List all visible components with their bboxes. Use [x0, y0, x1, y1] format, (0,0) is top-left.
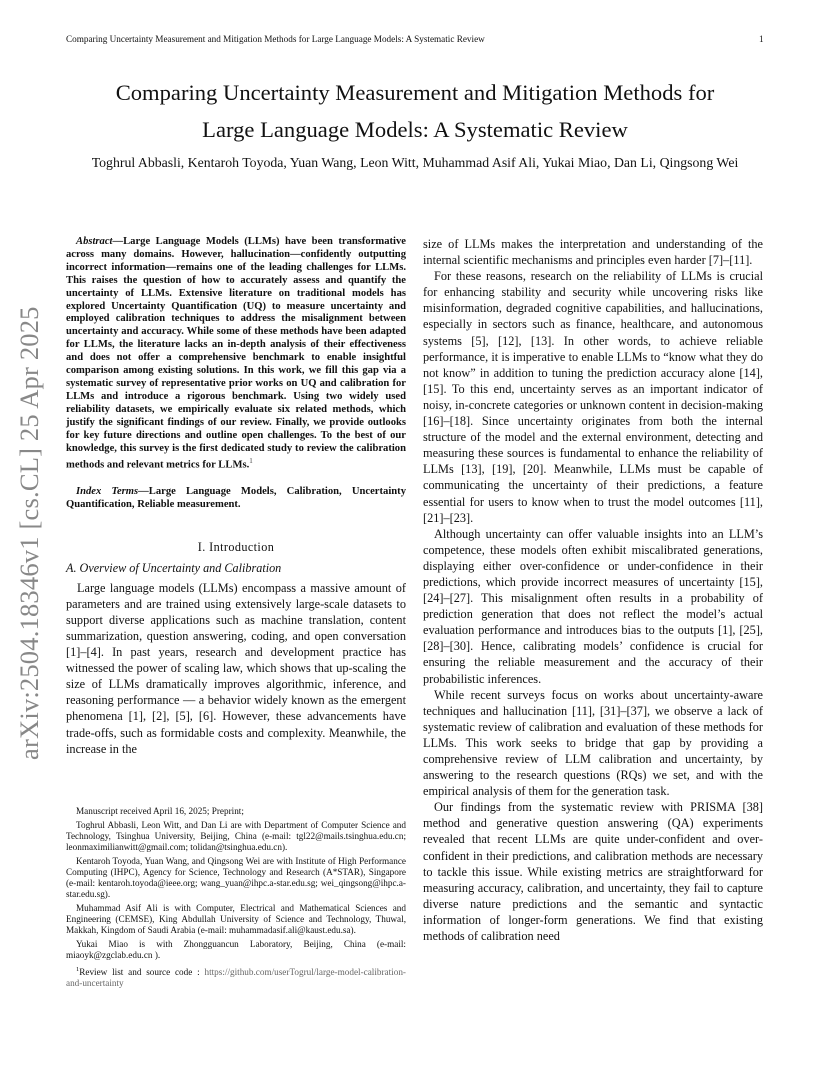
abstract-footnote-mark[interactable]: 1: [249, 457, 253, 466]
abstract-text: —Large Language Models (LLMs) have been transformative across many domains. However, hallucination—confidently outputting incorrect information—remains one of the leading challenges for LLMs. This raises the question of how to accurately assess and quantify the uncertainty of LLMs. Extensive literature on traditional models has explored Uncertainty Quantification (UQ) to measure uncertainty and employed calibration techniques to address the misalignment between uncertainty and accuracy. While some of these methods have been adapted for LLMs, the literature lacks an in-depth analysis of their effectiveness and does not offer a comprehensive benchmark to enable insightful comparison among existing solutions. In this work, we fill this gap via a systematic survey of representative prior works on UQ and calibration for LLMs and introduce a rigorous benchmark. Using two widely used reliability datasets, we empirically evaluate six related methods, which justify the significant findings of our review. Finally, we provide outlooks for key future directions and outline open challenges. To the best of our knowledge, this survey is the first dedicated study to review the calibration methods and relevant metrics for LLMs.: [66, 236, 406, 471]
subsection-heading-overview: A. Overview of Uncertainty and Calibration: [66, 560, 282, 575]
title-line-1: Comparing Uncertainty Measurement and Mitigation Methods for: [115, 80, 715, 105]
intro-paragraph-1: Large language models (LLMs) encompass a massive amount of parameters and are trained using extensively large-scale datasets to support diverse applications such as machine translation, content summarization, question answering, coding, and open conversation [1]–[4]. In past years, research and development practice has witnessed the power of scaling law, which shows that up-scaling the size of LLMs dramatically improves algorithmic, inference, and reasoning performance — a behavior widely known as the emergent phenomena [1], [2], [5], [6]. However, these advancements have trade-offs, such as formidable costs and complexity. Meanwhile, the increase in the: [66, 580, 406, 756]
abstract-label: Abstract: [76, 236, 113, 247]
footnote-code-mark: 1: [76, 966, 80, 973]
right-paragraph-surveys: While recent surveys focus on works about uncertainty-aware techniques and hallucination [11], [31]–[37], we observe a lack of systematic review of calibration and evaluation of these methods for LLMs. This work seeks to bridge that gap by providing a comprehensive review of LLM calibration and uncertainty, by answering to the research questions (RQs) we set, and with the empirical analysis of them for the generation task.: [423, 687, 763, 799]
footnote-code-link[interactable]: https://github.com/userTogrul/large-model-calibration-and-uncertainty: [66, 967, 406, 989]
footnote-code-label: Review list and source code :: [79, 967, 200, 978]
footnote-code: [66, 964, 406, 989]
section-heading-introduction: I. Introduction: [197, 539, 275, 554]
paper-title: [60, 74, 770, 148]
left-column: [66, 236, 406, 757]
footnote-affiliation-kaust: Muhammad Asif Ali is with Computer, Electrical and Mathematical Sciences and Engineering (CEMSE), King Abdullah University of Science and Technology, Thuwal, Makkah, Kingdom of Saudi Arabia (e-mail: muhammadasif.ali@kaust.edu.sa).: [66, 903, 406, 935]
index-terms-label: Index Terms: [76, 485, 139, 497]
right-paragraph-reliability: For these reasons, research on the reliability of LLMs is crucial for enhancing stability and security while uncovering risks like misinformation, degraded cognitive capabilities, and hallucinations, especially in sectors such as finance, healthcare, and autonomous systems [5], [12], [13]. In other words, to achieve reliable performance, it is imperative to enable LLMs to “know what they do not know” in addition to tuning the prediction accuracy alone [14], [15]. To this end, uncertainty serves as an important indicator of noisy, in-concrete categories or unknown content in decision-making [16]–[18]. Since uncertainty originates from both the internal structure of the model and the external environment, detecting and measuring these sources is fundamental to enhance the reliability of LLMs [13], [19], [20]. Meanwhile, LLMs must be capable of communicating the uncertainty of their predictions, a feature essential for users to know when to trust the model outcomes [11], [21]–[23].: [423, 269, 763, 525]
index-terms-text: —Large Language Models, Calibration, Uncertainty Quantification, Reliable measurement.: [66, 485, 406, 510]
index-terms: [66, 486, 406, 512]
footnote-affiliation-tsinghua: Toghrul Abbasli, Leon Witt, and Dan Li are with Department of Computer Science and Technology, Tsinghua University, Beijing, China (e-mail: tgl22@mails.tsinghua.edu.cn; leonmaximilianwitt@gmail.com; tolidan@tsinghua.edu.cn).: [66, 820, 406, 852]
right-column: [423, 236, 763, 944]
arxiv-identifier-stamp[interactable]: arXiv:2504.18346v1 [cs.CL] 25 Apr 2025: [14, 306, 44, 760]
author-list: Toghrul Abbasli, Kentaroh Toyoda, Yuan Wang, Leon Witt, Muhammad Asif Ali, Yukai Miao, Dan Li, Qingsong Wei: [91, 155, 739, 170]
footnote-affiliation-astar: Kentaroh Toyoda, Yuan Wang, and Qingsong Wei are with Institute of High Performance Computing (IHPC), Agency for Science, Technology and Research (A*STAR), Singapore (e-mail: kentaroh.toyoda@ieee.org; wang_yuan@ihpc.a-star.edu.sg; wei_qingsong@ihpc.a-star.edu.sg).: [66, 856, 406, 899]
abstract: [66, 236, 406, 473]
right-paragraph-miscalibration: Although uncertainty can offer valuable insights into an LLM’s competence, these models often exhibit miscalibrated generations, displaying either over-confidence or under-confidence in their predictions, which provide incorrect measures of uncertainty [15], [24]–[27]. This misalignment often results in a probability of prediction generation that does not reflect the model’s actual evaluation performance and introduces bias to the outputs [1], [25], [28]–[30]. Hence, calibrating models’ confidence is crucial for ensuring the reliable measurement and the accuracy of their probabilistic inferences.: [423, 526, 763, 686]
page-number: 1: [759, 34, 764, 44]
running-header: Comparing Uncertainty Measurement and Mitigation Methods for Large Language Models: A Systematic Review: [66, 34, 485, 44]
footnote-affiliation-zgclab: Yukai Miao is with Zhongguancun Laboratory, Beijing, China (e-mail: miaoyk@zgclab.edu.cn ).: [66, 939, 406, 960]
footnotes: [66, 806, 406, 992]
right-paragraph-findings: Our findings from the systematic review with PRISMA [38] method and generative question answering (QA) experiments revealed that recent LLMs are quite under-confident and over-confident in their predictions, and calibration methods are necessary to tackle this issue. While existing metrics are straightforward for measuring accuracy, calibration, and uncertainty, they fail to capture diverse nature predictions and the semantic and syntactic information of longer-form generations. We find that existing methods of calibration need: [423, 800, 763, 944]
footnote-manuscript: Manuscript received April 16, 2025; Preprint;: [76, 806, 244, 816]
right-paragraph-continued: size of LLMs makes the interpretation and understanding of the internal scientific mechanisms and principles even harder [7]–[11].: [423, 237, 763, 268]
title-line-2: Large Language Models: A Systematic Review: [202, 117, 628, 142]
